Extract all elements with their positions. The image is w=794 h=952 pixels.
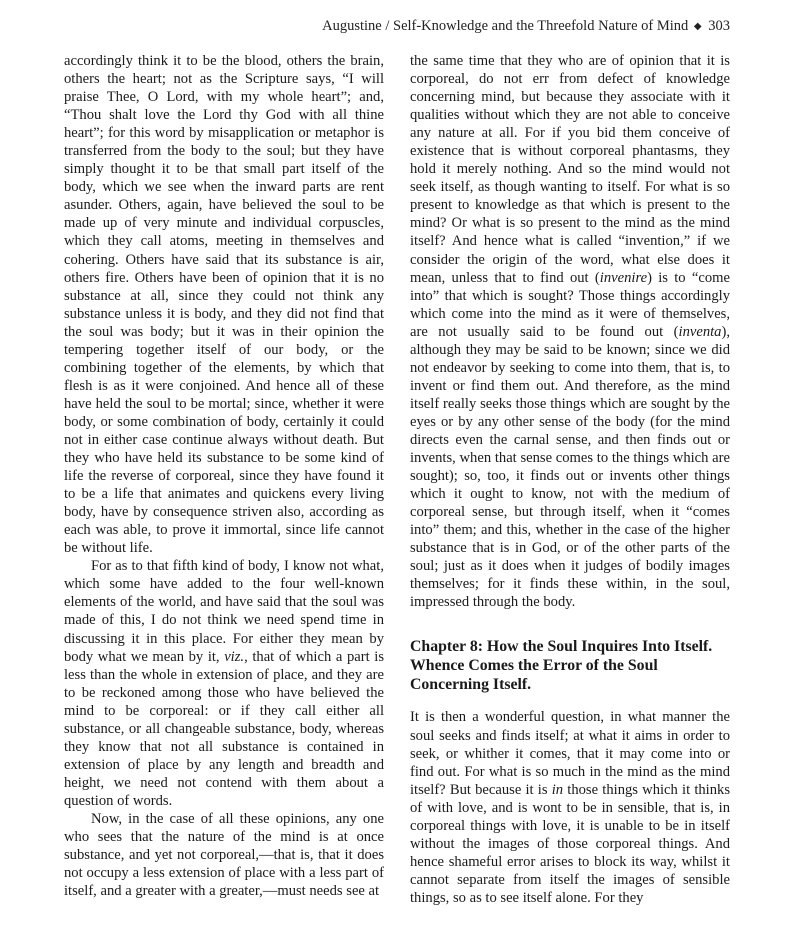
page-number: 303 bbox=[708, 18, 730, 34]
header-author: Augustine bbox=[322, 18, 382, 34]
paragraph: the same time that they who are of opinion that it is corporeal, do not err from defect of knowledge concerning mind, but because they associate with it qualities without which they are not able to conceive any nature at all. For if you bid them conceive of existence that is without corporeal phantasms, they hold it merely nothing. And so the mind would not seek itself, as though wanting to itself. For what is so present to knowledge as that which is present to the mind? Or what is so present to the mind as the mind itself? And hence what is called “invention,” if we consider the origin of the word, what else does it mean, unless that to find out (invenire) is to “come into” that which is sought? Those things accordingly which come into the mind as it were of themselves, are not usually said to be found out (inventa), although they may be said to be known; since we did not endeavor by seeking to come into them, that is, to invent or find them out. And therefore, as the mind itself really seeks those things which are sought by the eyes or by any other sense of the body (for the mind directs even the carnal sense, and then finds out or invents, when that sense comes to the things which are sought); so, too, it finds out or invents other things which it ought to know, not with the medium of corporeal sense, but through itself, when it “comes into” them; and this, whether in the case of the higher substance that is in God, or of the other parts of the soul; just as it does when it judges of bodily images themselves; for it finds these within, in the soul, impressed through the body. bbox=[410, 53, 730, 611]
running-header bbox=[0, 18, 730, 35]
chapter-heading: Chapter 8: How the Soul Inquires Into Itself. Whence Comes the Error of the Soul Concerning Itself. bbox=[410, 638, 713, 694]
right-column bbox=[410, 52, 730, 907]
header-title: Self-Knowledge and the Threefold Nature of Mind bbox=[393, 18, 689, 34]
header-separator: / bbox=[385, 18, 390, 34]
italic-term: viz. bbox=[224, 648, 245, 665]
italic-term: invenire bbox=[599, 269, 648, 286]
italic-term: inventa bbox=[678, 323, 722, 340]
paragraph: It is then a wonderful question, in what manner the soul seeks and finds itself; at what it aims in order to seek, or whither it comes, that it may come into or find out. For what is so much in the mind as the mind itself? But because it is in those things which it thinks of with love, and is wont to be in sensible, that is, in corporeal things with love, it is unable to be in itself without the images of those corporeal things. And hence shameful error arises to block its way, whilst it cannot separate from itself the images of sensible things, so as to see itself alone. For they bbox=[410, 709, 730, 906]
paragraph: For as to that fifth kind of body, I know not what, which some have added to the four well-known elements of the world, and have said that the soul was made of this, I do not think we need spend time in discussing it in this place. For either they mean by body what we mean by it, viz., that of which a part is less than the whole in extension of place, and they are to be reckoned among those who have believed the mind to be corporeal: or if they call either all substance, or all changeable substance, body, whereas they know that not all substance is contained in extension of place by any length and breadth and height, we need not contend with them about a question of words. bbox=[64, 558, 384, 809]
paragraph: Now, in the case of all these opinions, any one who sees that the nature of the mind is at once substance, and yet not corporeal,—that is, that it does not occupy a less extension of place with a less part of itself, and a greater with a greater,—must needs see at bbox=[64, 810, 384, 900]
diamond-icon: ◆ bbox=[693, 21, 702, 32]
paragraph: accordingly think it to be the blood, others the brain, others the heart; not as the Scripture says, “I will praise Thee, O Lord, with my whole heart”; and, “Thou shalt love the Lord thy God with all thine heart”; for this word by misapplication or metaphor is transferred from the body to the soul; but they have simply thought it to be that small part itself of the body, which we see when the inward parts are rent asunder. Others, again, have believed the soul to be made up of very minute and individual corpuscles, which they call atoms, meeting in themselves and cohering. Others have said that its substance is air, others fire. Others have been of opinion that it is no substance at all, since they could not think any substance unless it is body, and they did not find that the soul was body; but it was in their opinion the tempering together itself of our body, or the combining together of the elements, by which that flesh is as it were conjoined. And hence all of these have held the soul to be mortal; since, whether it were body, or some combination of body, certainly it could not in either case continue always without death. But they who have held its substance to be some kind of life the reverse of corporeal, since they have found it to be a life that animates and quickens every living body, have by consequence striven also, according as each was able, to prove it immortal, since life cannot be without life. bbox=[64, 53, 384, 557]
left-column bbox=[64, 52, 384, 900]
italic-term: in bbox=[551, 781, 564, 798]
